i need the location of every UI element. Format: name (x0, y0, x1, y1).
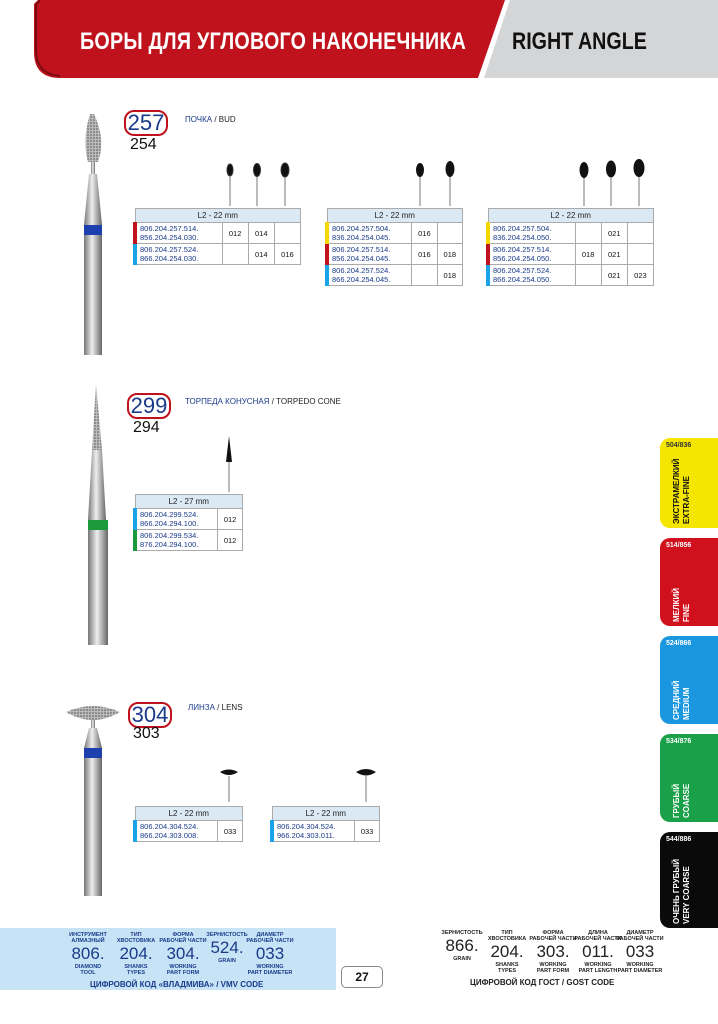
alt-code-303: 303 (133, 725, 160, 742)
lens-icon-1 (218, 768, 240, 804)
bud-icons-2 (410, 158, 460, 208)
bud-bur-image (78, 110, 118, 360)
torpedo-cone-bur-image (82, 380, 114, 650)
table-row: 806.204.257.504. 836.204.254.045. 016 (327, 223, 463, 244)
spec-table-304-b (270, 806, 380, 842)
grit-tab-extra-fine[interactable]: 504/836 ЭКСТРАМЕЛКИЙ EXTRA-FINE (660, 438, 718, 528)
product-name-lens: ЛИНЗА / LENS (188, 703, 243, 712)
table-row: 806.204.257.524. 866.204.254.030. 014 016 (135, 244, 301, 265)
table-header: L2 - 22 mm (272, 807, 380, 821)
table-header: L2 - 22 mm (135, 807, 243, 821)
product-name-bud: ПОЧКА / BUD (185, 115, 236, 124)
vmv-col-grain: ЗЕРНИСТОСТЬ 524. GRAIN (206, 932, 248, 964)
table-row: 806.204.257.504. 836.204.254.050. 021 (488, 223, 654, 244)
page-title-ru: БОРЫ ДЛЯ УГЛОВОГО НАКОНЕЧНИКА (80, 28, 467, 55)
spec-table-304-a (133, 806, 243, 842)
lens-bur-image (62, 700, 124, 900)
grit-tab-very-coarse[interactable]: 544/886 ОЧЕНЬ ГРУБЫЙ VERY COARSE (660, 832, 718, 928)
table-header: L2 - 27 mm (135, 495, 243, 509)
spec-table-257-b (325, 208, 463, 286)
table-row: 806.204.257.514. 856.204.254.050. 018 021 (488, 244, 654, 265)
gost-col-form: ФОРМА РАБОЧЕЙ ЧАСТИ 303. WORKING PART FORM (529, 930, 577, 974)
spec-table-257-a (133, 208, 301, 265)
product-name-torpedo-cone: ТОРПЕДА КОНУСНАЯ / TORPEDO CONE (185, 397, 341, 406)
table-row: 806.204.299.524. 866.204.294.100. 012 (135, 509, 243, 530)
table-row: 806.204.299.534. 876.204.294.100. 012 (135, 530, 243, 551)
product-code-257: 257 (124, 110, 168, 136)
gost-col-diameter: ДИАМЕТР РАБОЧЕЙ ЧАСТИ 033 WORKING PART DIAMETER (616, 930, 664, 974)
table-header: L2 - 22 mm (488, 209, 654, 223)
product-code-304: 304 (128, 702, 172, 728)
product-code-299: 299 (127, 393, 171, 419)
grit-tab-medium[interactable]: 524/866 СРЕДНИЙ MEDIUM (660, 636, 718, 724)
gost-code-caption: ЦИФРОВОЙ КОД ГОСТ / GOST CODE (470, 978, 615, 987)
vmv-col-form: ФОРМА РАБОЧЕЙ ЧАСТИ 304. WORKING PART FORM (159, 932, 207, 976)
spec-table-257-c (486, 208, 654, 286)
table-row: 806.204.257.524. 866.204.254.050. 021 023 (488, 265, 654, 286)
table-row: 806.204.257.514. 856.204.254.030. 012 014 (135, 223, 301, 244)
bud-icons-1 (220, 160, 300, 208)
page-title-en: RIGHT ANGLE (512, 28, 647, 55)
table-row: 806.204.304.524. 866.204.303.008. 033 (135, 821, 243, 842)
grit-tab-coarse[interactable]: 534/876 ГРУБЫЙ COARSE (660, 734, 718, 822)
table-header: L2 - 22 mm (327, 209, 463, 223)
vmv-col-diameter: ДИАМЕТР РАБОЧЕЙ ЧАСТИ 033 WORKING PART DIAMETER (246, 932, 294, 976)
alt-code-254: 254 (130, 136, 157, 153)
gost-col-grain: ЗЕРНИСТОСТЬ 866. GRAIN (441, 930, 483, 962)
table-row: 806.204.257.524. 866.204.254.045. 018 (327, 265, 463, 286)
vmv-code-caption: ЦИФРОВОЙ КОД «ВЛАДМИВА» / VMV CODE (90, 980, 264, 989)
grit-tab-fine[interactable]: 514/856 МЕЛКИЙ FINE (660, 538, 718, 626)
vmv-col-shank: ТИП ХВОСТОВИКА 204. SHANKS TYPES (116, 932, 156, 976)
lens-icon-2 (355, 768, 377, 804)
gost-col-length: ДЛИНА РАБОЧЕЙ ЧАСТИ 011. WORKING PART LENGTH (574, 930, 622, 974)
vmv-col-diamond: ИНСТРУМЕНТ АЛМАЗНЫЙ 806. DIAMOND TOOL (69, 932, 107, 976)
table-header: L2 - 22 mm (135, 209, 301, 223)
header-red-band (0, 0, 718, 82)
page-number: 27 (341, 966, 383, 988)
table-row: 806.204.304.524. 966.204.303.011. 033 (272, 821, 380, 842)
table-row: 806.204.257.514. 856.204.254.045. 016 018 (327, 244, 463, 265)
gost-col-shank: ТИП ХВОСТОВИКА 204. SHANKS TYPES (487, 930, 527, 974)
torpedo-icon (222, 436, 236, 494)
bud-icons-3 (574, 156, 654, 208)
spec-table-299 (133, 494, 243, 551)
alt-code-294: 294 (133, 419, 160, 436)
